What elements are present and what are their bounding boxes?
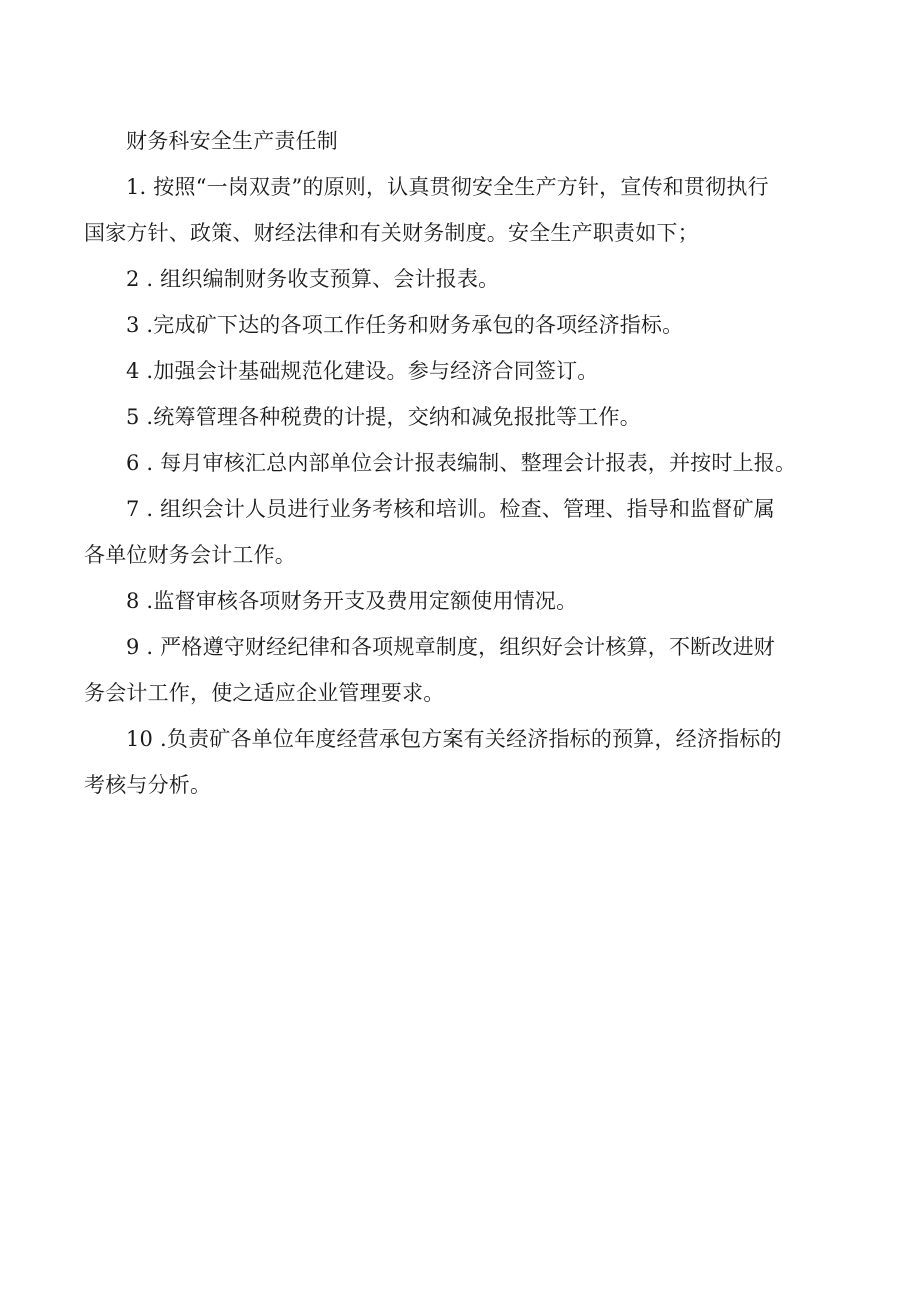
item-2-line-1: 2 . 组织编制财务收支预算、会计报表。 <box>126 267 500 291</box>
document-body <box>84 118 854 808</box>
item-1-line-2: 国家方针、政策、财经法律和有关财务制度。安全生产职责如下； <box>84 221 699 245</box>
item-7-line-2: 各单位财务会计工作。 <box>84 543 296 567</box>
list-item <box>84 164 854 256</box>
item-9-line-2: 务会计工作，使之适应企业管理要求。 <box>84 681 445 705</box>
list-item <box>84 578 854 624</box>
item-5-line-1: 5 .统筹管理各种税费的计提，交纳和减免报批等工作。 <box>126 405 641 429</box>
item-6-line-1: 6 . 每月审核汇总内部单位会计报表编制、整理会计报表，并按时上报。 <box>126 451 797 475</box>
list-item <box>84 624 854 716</box>
item-3-line-1: 3 .完成矿下达的各项工作任务和财务承包的各项经济指标。 <box>126 313 684 337</box>
list-item <box>84 394 854 440</box>
list-item <box>84 302 854 348</box>
item-9-line-1: 9 . 严格遵守财经纪律和各项规章制度，组织好会计核算，不断改进财 <box>126 635 775 659</box>
list-item <box>84 256 854 302</box>
list-item <box>84 716 854 808</box>
list-item <box>84 486 854 578</box>
item-8-line-1: 8 .监督审核各项财务开支及费用定额使用情况。 <box>126 589 578 613</box>
item-7-line-1: 7 . 组织会计人员进行业务考核和培训。检查、管理、指导和监督矿属 <box>126 497 775 521</box>
list-item <box>84 348 854 394</box>
document-title: 财务科安全生产责任制 <box>126 129 338 153</box>
item-1-line-1: 1. 按照“一岗双责”的原则，认真贯彻安全生产方针，宣传和贯彻执行 <box>126 175 769 199</box>
list-item <box>84 440 854 486</box>
item-4-line-1: 4 .加强会计基础规范化建设。参与经济合同签订。 <box>126 359 599 383</box>
item-10-line-1: 10 .负责矿各单位年度经营承包方案有关经济指标的预算，经济指标的 <box>126 727 782 751</box>
item-10-line-2: 考核与分析。 <box>84 773 212 797</box>
